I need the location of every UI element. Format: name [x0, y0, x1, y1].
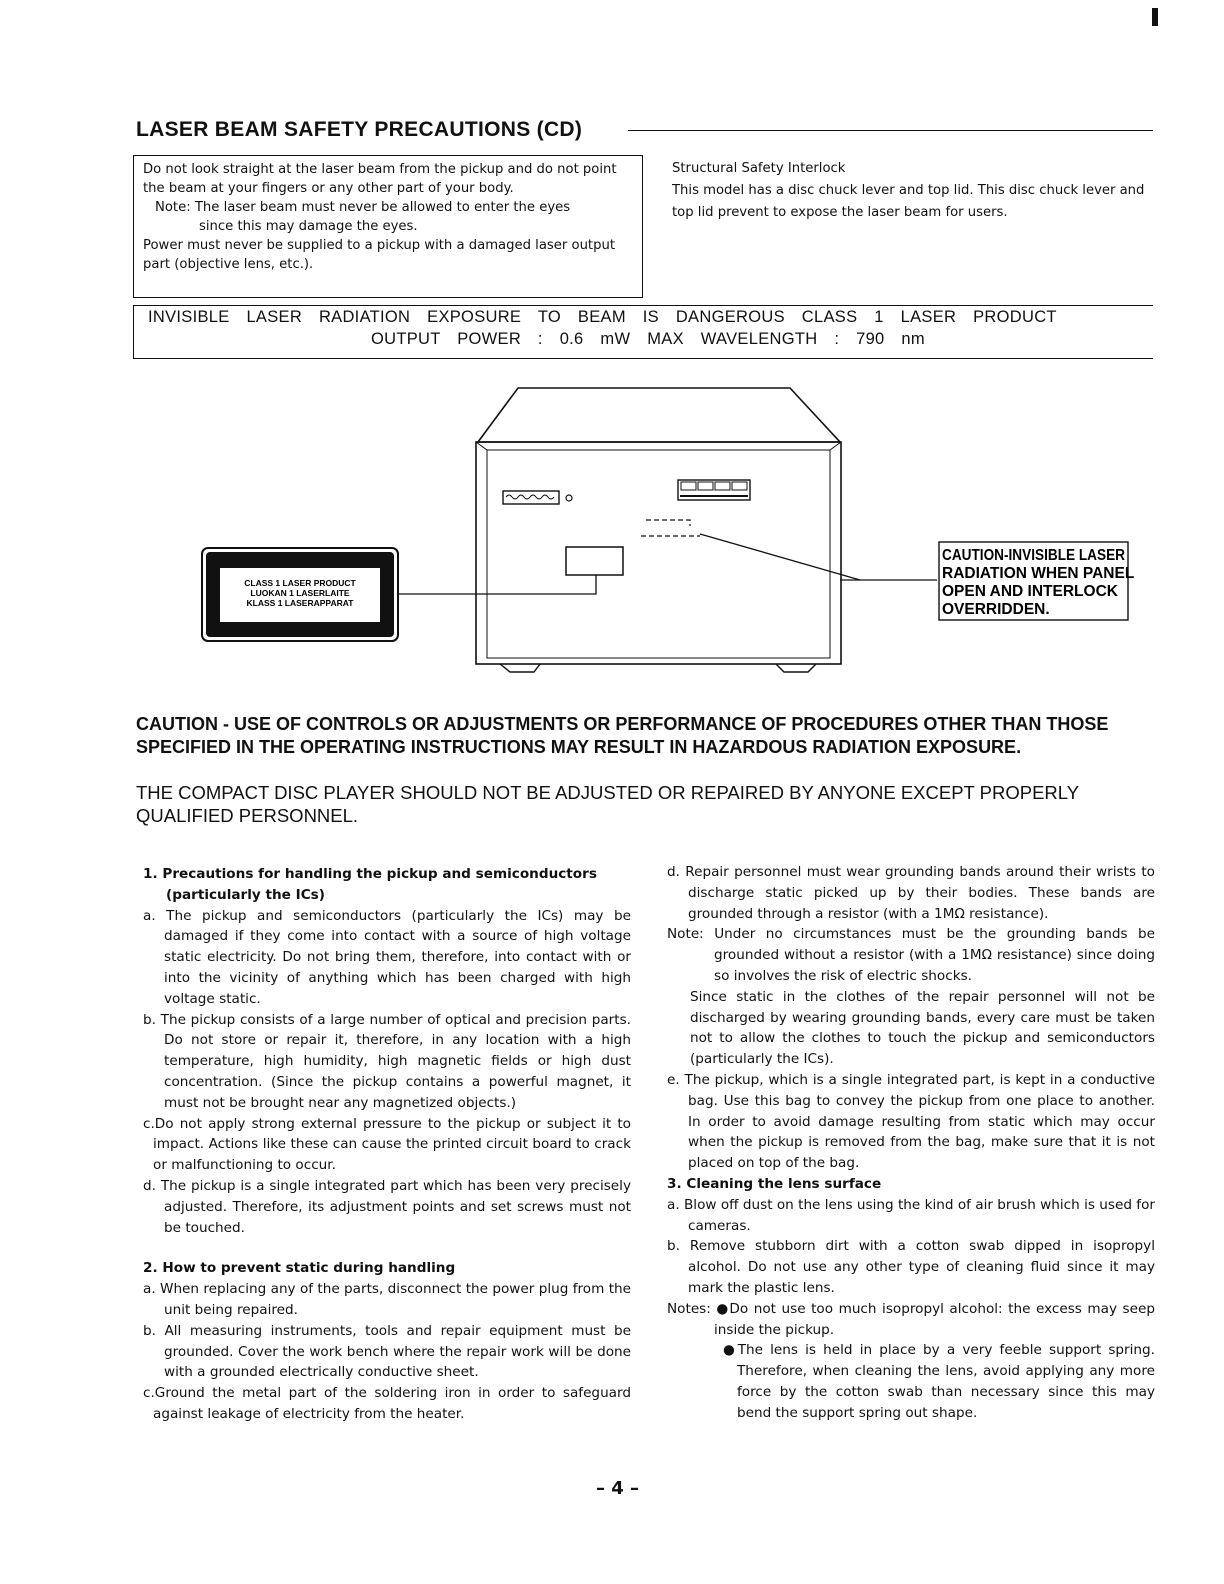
section-2-title: 2. How to prevent static during handling [143, 1260, 456, 1277]
radiation-warning-box [133, 305, 1153, 359]
cleaning-note-1: Notes: ●Do not use too much isopropyl alcohol: the excess may seep inside the pickup. [667, 1300, 1155, 1338]
item-1a: a. The pickup and semiconductors (particularly the ICs) may be damaged if they come into contact with a source of high voltage static electricity. Do not bring them, therefore, into contact with or into the vicinity of anything which has been charged with high voltage static. [143, 907, 631, 1007]
warning-line-2: Power must never be supplied to a pickup with a damaged laser output part (objective lens, etc.). [143, 238, 616, 272]
label-right-line-2: RADIATION WHEN PANEL [942, 565, 1135, 582]
item-2c: c.Ground the metal part of the soldering iron in order to safeguard against leakage of electricity from the heater. [143, 1385, 631, 1422]
cd-player-diagram [0, 380, 1224, 680]
indicator-led [566, 495, 572, 501]
cleaning-note-2: ●The lens is held in place by a very feeble support spring. Therefore, when cleaning the lens, avoid applying any more force by the cotton swab than necessary since this may bend the support spring out shape. [723, 1342, 1155, 1421]
label-left-line-2: LUOKAN 1 LASERLAITE [250, 588, 350, 598]
panel-label-rect [566, 547, 623, 575]
tray-slot-icon [503, 491, 559, 504]
title-rule [628, 130, 1153, 131]
left-column [143, 864, 631, 1425]
static-clothes-text: Since static in the clothes of the repair personnel will not be discharged by wearing grounding bands, every care must be taken not to allow the clothes to touch the pickup and semiconductors (particularly the ICs). [690, 988, 1155, 1068]
item-3b: b. Remove stubborn dirt with a cotton swab dipped in isopropyl alcohol. Do not use any other type of cleaning fluid since it may mark the plastic lens. [667, 1238, 1155, 1296]
player-body [476, 442, 841, 664]
laser-warning-box [133, 155, 643, 298]
warning-note-cont: since this may damage the eyes. [199, 219, 418, 234]
item-2b: b. All measuring instruments, tools and repair equipment must be grounded. Cover the work bench where the repair work will be done with a grounded electrically conductive sheet. [143, 1322, 631, 1381]
item-1d: d. The pickup is a single integrated part which has been very precisely adjusted. Therefore, its adjustment points and set screws must not be touched. [143, 1177, 631, 1236]
foot-right [776, 664, 816, 672]
structural-text: This model has a disc chuck lever and top lid. This disc chuck lever and top lid prevent to expose the laser beam for users. [672, 183, 1145, 220]
label-left-line-3: KLASS 1 LASERAPPARAT [246, 598, 354, 608]
caution-statement: CAUTION - USE OF CONTROLS OR ADJUSTMENTS OR PERFORMANCE OF PROCEDURES OTHER THAN THOSE SPECIFIED IN THE OPERATING INSTRUCTIONS MAY RESULT IN HAZARDOUS RADIATION EXPOSURE. [136, 714, 1109, 757]
structural-title: Structural Safety Interlock [672, 161, 846, 176]
warning-note: Note: The laser beam must never be allowed to enter the eyes [155, 200, 571, 215]
label-right-line-4: OVERRIDDEN. [942, 601, 1050, 618]
label-right-line-1: CAUTION-INVISIBLE LASER [942, 547, 1125, 564]
label-left-line-1: CLASS 1 LASER PRODUCT [244, 578, 356, 588]
grounding-note: Note: Under no circumstances must be the grounding bands be grounded without a resistor (with a 1MΩ resistance) since doing so involves the risk of electric shocks. [667, 926, 1155, 984]
page-number: – 4 – [596, 1478, 640, 1499]
item-3a: a. Blow off dust on the lens using the kind of air brush which is used for cameras. [667, 1196, 1155, 1234]
warning-line-1: Do not look straight at the laser beam from the pickup and do not point the beam at your fingers or any other part of your body. [143, 162, 617, 196]
player-top-lid [478, 388, 840, 442]
section-1-title-cont: (particularly the ICs) [166, 886, 325, 903]
item-1b: b. The pickup consists of a large number of optical and precision parts. Do not store or repair it, therefore, in any location with a high temperature, high humidity, high magnetic fields or high dust concentration. (Since the pickup contains a powerful magnet, it must not be brought near any magnetized objects.) [143, 1011, 631, 1111]
item-2d: d. Repair personnel must wear grounding bands around their wrists to discharge static picked up by their bodies. These bands are grounded through a resistor (with a 1MΩ resistance). [667, 864, 1155, 922]
page-title: LASER BEAM SAFETY PRECAUTIONS (CD) [136, 118, 583, 141]
section-1-title: 1. Precautions for handling the pickup and semiconductors [143, 866, 597, 882]
item-2e: e. The pickup, which is a single integrated part, is kept in a conductive bag. Use this bag to convey the pickup from one place to another. In order to avoid damage resulting from static which may occur when the pickup is removed from the bag, make sure that it is not placed on top of the bag. [667, 1071, 1155, 1172]
item-2a: a. When replacing any of the parts, disconnect the power plug from the unit being repaired. [143, 1281, 631, 1318]
radiation-line-2: OUTPUT POWER : 0.6 mW MAX WAVELENGTH : 790 nm [371, 330, 925, 348]
label-right-line-3: OPEN AND INTERLOCK [942, 583, 1118, 600]
right-column [667, 862, 1155, 1424]
scan-mark [1152, 8, 1158, 26]
structural-interlock [672, 158, 1152, 224]
section-3-title: 3. Cleaning the lens surface [667, 1175, 882, 1192]
radiation-line-1: INVISIBLE LASER RADIATION EXPOSURE TO BEAM IS DANGEROUS CLASS 1 LASER PRODUCT [148, 308, 1057, 326]
leader-line-right [700, 534, 860, 580]
display-window [678, 480, 750, 500]
foot-left [500, 664, 540, 672]
item-1c: c.Do not apply strong external pressure to the pickup or subject it to impact. Actions like these can cause the printed circuit board to crack or malfunctioning to occur. [143, 1115, 631, 1174]
player-front-panel [487, 450, 830, 658]
leader-line-left [398, 575, 596, 594]
qualified-personnel-statement: THE COMPACT DISC PLAYER SHOULD NOT BE ADJUSTED OR REPAIRED BY ANYONE EXCEPT PROPERLY QUALIFIED PERSONNEL. [136, 782, 1079, 826]
